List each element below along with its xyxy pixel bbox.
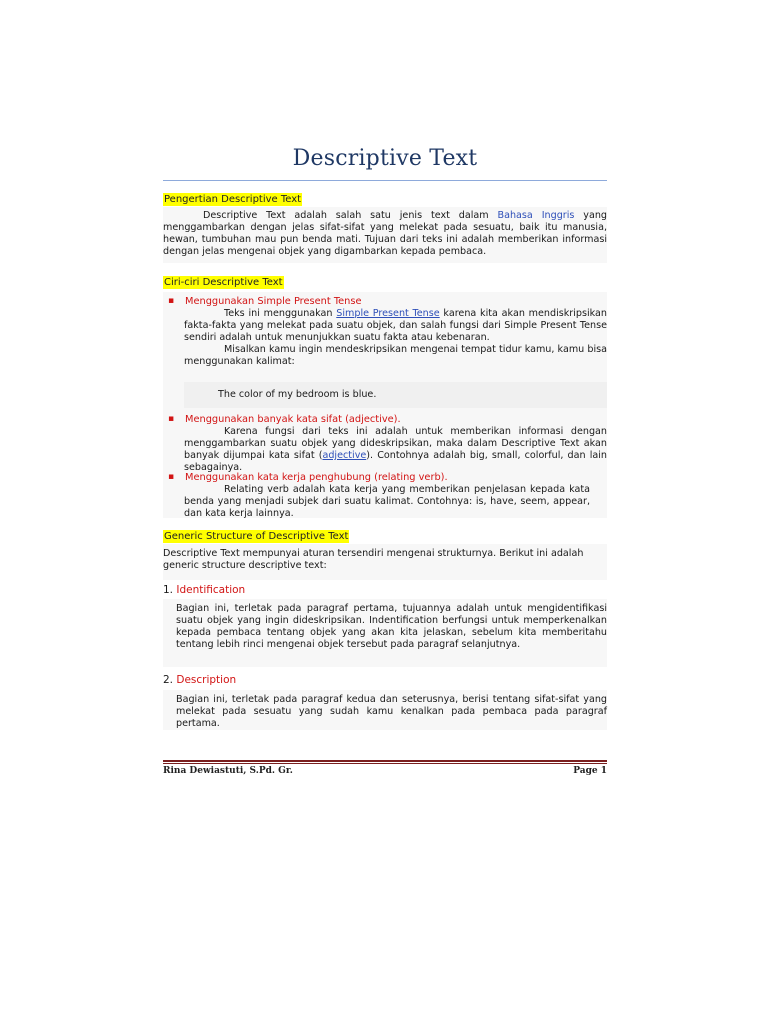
paragraph-simple-present: Teks ini menggunakan Simple Present Tense karena kita akan mendiskripsikan fakta-fakta yang melekat pada suatu objek, dan salah fungsi dari Simple Present Tense sendiri adalah untuk menunjukkan suatu fakta atau kebenaran. Misalkan kamu ingin mendeskripsikan mengenai tempat tidur kamu, kamu bisa menggunakan kalimat:	[184, 308, 608, 367]
link-adjective[interactable]: adjective	[322, 450, 367, 461]
paragraph-pengertian: Descriptive Text adalah salah satu jenis text dalam Bahasa Inggris yang menggambarkan dengan jelas sifat-sifat yang melekat pada sesuatu, baik itu manusia, hewan, tumbuhan mau pun benda mati. Tujuan dari teks ini adalah memberikan informasi dengan jelas mengenai objek yang digambarkan kepada pembaca.	[163, 210, 607, 257]
numbered-heading-identification: 1. Identification	[163, 584, 246, 596]
footer-rule	[163, 763, 607, 764]
page-title: Descriptive Text	[292, 146, 478, 171]
bullet-icon: ▪	[168, 414, 175, 424]
bullet-icon: ▪	[168, 472, 175, 482]
link-simple-present-tense[interactable]: Simple Present Tense	[336, 308, 440, 319]
section-heading-generic-structure: Generic Structure of Descriptive Text	[164, 531, 349, 542]
section-heading-ciri-ciri: Ciri-ciri Descriptive Text	[164, 277, 283, 288]
paragraph-identification: Bagian ini, terletak pada paragraf pertama, tujuannya adalah untuk mengidentifikasi suatu objek yang ingin dideskripsikan. Indentification berfungsi untuk memperkenalkan kepada pembaca tentang objek yang akan kita jelaskan, sebelum kita memberitahu tentang lebih rinci mengenai objek tersebut pada paragraf selanjutnya.	[176, 603, 607, 650]
numbered-heading-description: 2. Description	[163, 674, 237, 686]
link-bahasa-inggris[interactable]: Bahasa Inggris	[497, 210, 575, 221]
bullet-icon: ▪	[168, 296, 175, 306]
list-item-title: Menggunakan kata kerja penghubung (relating verb).	[185, 472, 448, 483]
example-sentence: The color of my bedroom is blue.	[218, 389, 377, 400]
paragraph-relating-verb: Relating verb adalah kata kerja yang memberikan penjelasan kepada kata benda yang menjadi subjek dari suatu kalimat. Contohnya: is, have, seem, appear, dan kata kerja lainnya.	[184, 484, 590, 519]
footer-rule	[163, 760, 607, 762]
list-item-title: Menggunakan banyak kata sifat (adjective).	[185, 414, 401, 425]
section-heading-pengertian: Pengertian Descriptive Text	[164, 194, 302, 205]
footer-author: Rina Dewiastuti, S.Pd. Gr.	[163, 766, 293, 776]
list-item-title: Menggunakan Simple Present Tense	[185, 296, 362, 307]
paragraph-description: Bagian ini, terletak pada paragraf kedua dan seterusnya, berisi tentang sifat-sifat yang melekat pada sesuatu yang sudah kamu kenalkan pada pembaca pada paragraf pertama.	[176, 694, 607, 729]
paragraph-generic-intro: Descriptive Text mempunyai aturan tersendiri mengenai strukturnya. Berikut ini adalah generic structure descriptive text:	[163, 548, 584, 571]
paragraph-adjective: Karena fungsi dari teks ini adalah untuk memberikan informasi dengan menggambarkan suatu objek yang dideskripsikan, maka dalam Descriptive Text akan banyak dijumpai kata sifat (adjective). Contohnya adalah big, small, colorful, dan lain sebagainya.	[184, 426, 608, 473]
page-number: Page 1	[573, 766, 607, 776]
title-underline	[163, 180, 607, 181]
